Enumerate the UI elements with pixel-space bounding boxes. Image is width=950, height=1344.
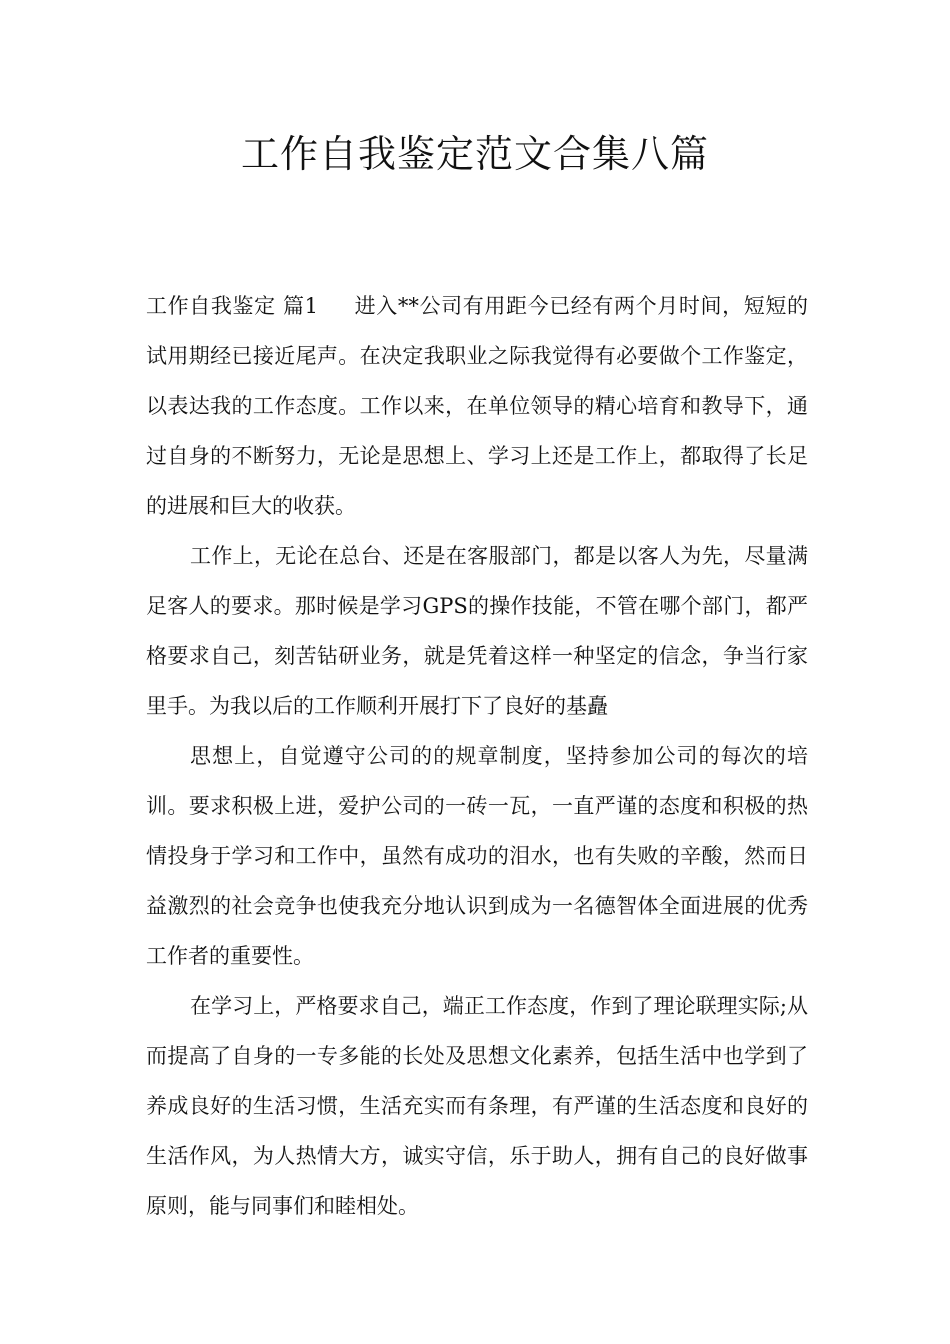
paragraph-1 bbox=[146, 281, 808, 531]
document-title: 工作自我鉴定范文合集八篇 bbox=[240, 132, 709, 176]
paragraph-1-text: 进入**公司有用距今已经有两个月时间，短短的试用期经已接近尾声。在决定我职业之际我觉得有必要做个工作鉴定，以表达我的工作态度。工作以来，在单位领导的精心培育和教导下，通过自身的不断努力，无论是思想上、学习上还是工作上，都取得了长足的进展和巨大的收获。 bbox=[146, 294, 808, 518]
document-body bbox=[146, 281, 808, 1231]
section-heading: 工作自我鉴定 篇1 bbox=[146, 294, 318, 318]
paragraph-2: 工作上，无论在总台、还是在客服部门，都是以客人为先，尽量满足客人的要求。那时候是学习GPS的操作技能，不管在哪个部门，都严格要求自己，刻苦钻研业务，就是凭着这样一种坚定的信念，争当行家里手。为我以后的工作顺利开展打下了良好的基矗 bbox=[146, 544, 808, 718]
paragraph-3: 思想上，自觉遵守公司的的规章制度，坚持参加公司的每次的培训。要求积极上进，爱护公司的一砖一瓦，一直严谨的态度和积极的热情投身于学习和工作中，虽然有成功的泪水，也有失败的辛酸，然而日益激烈的社会竞争也使我充分地认识到成为一名德智体全面进展的优秀工作者的重要性。 bbox=[146, 744, 808, 968]
paragraph-4: 在学习上，严格要求自己，端正工作态度，作到了理论联理实际;从而提高了自身的一专多能的长处及思想文化素养，包括生活中也学到了养成良好的生活习惯，生活充实而有条理，有严谨的生活态度和良好的生活作风，为人热情大方，诚实守信，乐于助人，拥有自己的良好做事原则，能与同事们和睦相处。 bbox=[146, 994, 808, 1218]
